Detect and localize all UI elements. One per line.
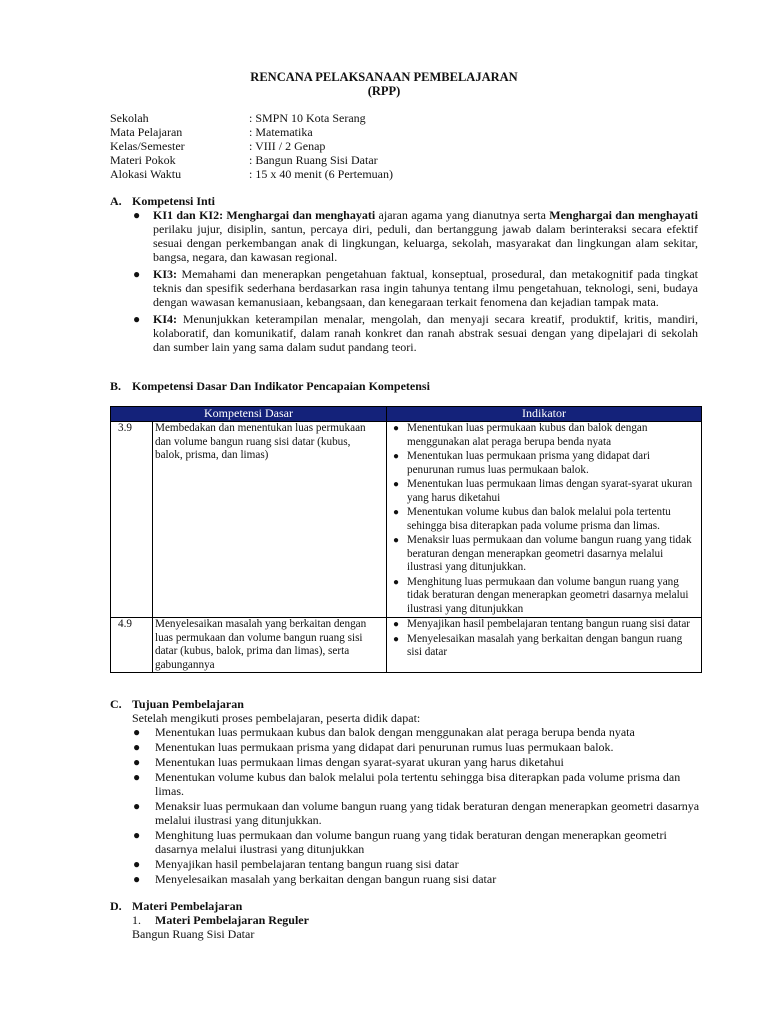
table-header-kd: Kompetensi Dasar <box>111 407 387 422</box>
list-item <box>132 857 702 871</box>
list-item <box>387 422 701 449</box>
subsection-title: Materi Pembelajaran Reguler <box>155 913 309 927</box>
indikator-text: Menentukan volume kubus dan balok melalui pola tertentu sehingga bisa diterapkan pada volume prisma dan limas. <box>407 506 671 532</box>
tujuan-text: Menaksir luas permukaan dan volume bangun ruang yang tidak beraturan dengan menerapkan geometri dasarnya melalui ilustrasi yang ditunjukkan. <box>155 799 700 827</box>
table-row <box>111 422 702 618</box>
section-title: Tujuan Pembelajaran <box>132 697 244 711</box>
identity-label: Sekolah <box>110 111 149 125</box>
identity-value: : SMPN 10 Kota Serang <box>249 111 366 125</box>
identity-row <box>110 139 393 153</box>
kd-text: Menyelesaikan masalah yang berkaitan dengan luas permukaan dan volume bangun ruang sisi datar (kubus, balok, prima dan limas), serta gabungannya <box>153 618 387 673</box>
list-item <box>132 755 702 769</box>
indikator-text: Menaksir luas permukaan dan volume bangun ruang yang tidak beraturan dengan menerapkan geometri dasarnya melalui ilustrasi yang ditunjukkan. <box>407 534 692 573</box>
bullet-icon: ● <box>133 267 141 281</box>
section-letter: D. <box>110 899 122 913</box>
kd-indikator-table <box>110 406 702 673</box>
tujuan-text: Menyelesaikan masalah yang berkaitan dengan bangun ruang sisi datar <box>155 872 497 886</box>
bullet-icon: ● <box>133 725 141 739</box>
bullet-icon: ● <box>393 535 400 546</box>
indikator-text: Menyelesaikan masalah yang berkaitan dengan bangun ruang sisi datar <box>407 632 683 658</box>
bullet-icon: ● <box>133 312 141 326</box>
bullet-icon: ● <box>393 576 400 588</box>
list-item <box>387 450 701 477</box>
identity-row <box>110 111 393 125</box>
section-title: Kompetensi Inti <box>132 194 216 208</box>
ki-bold-text: Menghargai dan menghayati <box>549 208 698 222</box>
identity-value: : VIII / 2 Genap <box>249 139 326 153</box>
bullet-icon: ● <box>133 208 141 222</box>
tujuan-text: Menyajikan hasil pembelajaran tentang bangun ruang sisi datar <box>155 857 459 871</box>
indikator-text: Menentukan luas permukaan limas dengan syarat-syarat ukuran yang harus diketahui <box>407 478 693 504</box>
tujuan-text: Menentukan luas permukaan prisma yang didapat dari penurunan rumus luas permukaan balok. <box>155 740 614 754</box>
ki-text: Menunjukkan keterampilan menalar, mengolah, dan menyaji secara kreatif, produktif, kritis, mandiri, kolaboratif, dan komunikatif, dalam ranah konkret dan ranah abstrak sesuai dengan yang dipelajari di sekolah dan sumber lain yang sama dalam sudut pandang teori. <box>153 312 698 354</box>
indikator-text: Menentukan luas permukaan prisma yang didapat dari penurunan rumus luas permukaan balok. <box>407 450 650 476</box>
indikator-text: Menghitung luas permukaan dan volume bangun ruang yang tidak beraturan dengan menerapkan geometri dasarnya melalui ilustrasi yang ditunjukkan <box>407 575 689 615</box>
identity-label: Mata Pelajaran <box>110 125 183 139</box>
list-item <box>132 740 702 754</box>
list-item <box>387 478 701 505</box>
list-item <box>387 506 701 533</box>
subsection-heading <box>132 913 309 927</box>
list-item <box>132 872 702 886</box>
list-item <box>110 267 698 309</box>
section-title: Kompetensi Dasar Dan Indikator Pencapaian Kompetensi <box>132 379 430 393</box>
kd-number: 4.9 <box>111 618 153 673</box>
tujuan-text: Menentukan luas permukaan kubus dan balok dengan menggunakan alat peraga berupa benda nyata <box>155 725 635 739</box>
indikator-cell <box>387 422 702 618</box>
bullet-icon: ● <box>133 872 141 886</box>
tujuan-text: Menentukan luas permukaan limas dengan syarat-syarat ukuran yang harus diketahui <box>155 755 564 769</box>
bullet-icon: ● <box>133 740 141 754</box>
document-title: RENCANA PELAKSANAAN PEMBELAJARAN <box>250 70 518 84</box>
identity-label: Alokasi Waktu <box>110 167 182 181</box>
ki-bold-text: KI1 dan KI2: Menghargai dan menghayati <box>153 208 376 222</box>
identity-value: : Matematika <box>249 125 313 139</box>
section-a-heading <box>110 194 215 208</box>
indikator-text: Menyajikan hasil pembelajaran tentang bangun ruang sisi datar <box>407 618 691 630</box>
indikator-cell <box>387 618 702 673</box>
bullet-icon: ● <box>393 619 400 630</box>
bullet-icon: ● <box>133 799 141 813</box>
subsection-text: Bangun Ruang Sisi Datar <box>132 927 255 941</box>
bullet-icon: ● <box>393 633 400 645</box>
table-header-row <box>111 407 702 422</box>
ki-text: perilaku jujur, disiplin, santun, percaya diri, peduli, dan bertanggung jawab dalam berinteraksi secara efektif sesuai dengan perkembangan anak di lingkungan, keluarga, sekolah, masyarakat dan lingkungan alam sekitar, bangsa, negara, dan kawasan regional. <box>153 222 698 264</box>
list-item <box>387 633 701 660</box>
list-item <box>132 770 702 798</box>
kd-number: 3.9 <box>111 422 153 618</box>
kd-text: Membedakan dan menentukan luas permukaan dan volume bangun ruang sisi datar (kubus, balok, prisma, dan limas) <box>153 422 387 618</box>
list-item <box>387 618 701 632</box>
table-header-indikator: Indikator <box>387 407 702 422</box>
tujuan-intro: Setelah mengikuti proses pembelajaran, peserta didik dapat: <box>132 711 421 725</box>
identity-row <box>110 125 393 139</box>
bullet-icon: ● <box>133 857 141 871</box>
list-item <box>132 725 702 739</box>
section-letter: C. <box>110 697 122 711</box>
identity-label: Materi Pokok <box>110 153 176 167</box>
identity-row <box>110 167 393 181</box>
tujuan-text: Menghitung luas permukaan dan volume bangun ruang yang tidak beraturan dengan menerapkan geometri dasarnya melalui ilustrasi yang ditunjukkan <box>155 828 667 856</box>
bullet-icon: ● <box>133 770 141 784</box>
list-item <box>132 828 702 856</box>
bullet-icon: ● <box>133 828 141 842</box>
ki-bold-text: KI3: <box>153 267 177 281</box>
indikator-text: Menentukan luas permukaan kubus dan balok dengan menggunakan alat peraga berupa benda nyata <box>407 422 648 448</box>
kompetensi-inti-list <box>110 208 698 357</box>
section-b-heading <box>110 379 430 393</box>
section-letter: A. <box>110 194 122 208</box>
section-letter: B. <box>110 379 122 393</box>
identity-row <box>110 153 393 167</box>
list-item <box>110 208 698 264</box>
list-item <box>132 799 702 827</box>
identity-value: : 15 x 40 menit (6 Pertemuan) <box>249 167 393 181</box>
tujuan-list <box>132 725 702 887</box>
ki-text: ajaran agama yang dianutnya serta <box>375 208 550 222</box>
table-row <box>111 618 702 673</box>
list-item <box>387 576 701 617</box>
section-c-heading <box>110 697 244 711</box>
bullet-icon: ● <box>133 755 141 769</box>
identity-label: Kelas/Semester <box>110 139 185 153</box>
identity-value: : Bangun Ruang Sisi Datar <box>249 153 378 167</box>
bullet-icon: ● <box>393 451 400 462</box>
bullet-icon: ● <box>393 479 400 490</box>
section-d-heading <box>110 899 242 913</box>
list-item <box>387 534 701 575</box>
bullet-icon: ● <box>393 507 400 518</box>
ki-bold-text: KI4: <box>153 312 177 326</box>
bullet-icon: ● <box>393 423 400 434</box>
identity-block <box>110 111 393 181</box>
section-title: Materi Pembelajaran <box>132 899 243 913</box>
tujuan-text: Menentukan volume kubus dan balok melalui pola tertentu sehingga bisa diterapkan pada volume prisma dan limas. <box>155 770 681 798</box>
document-subtitle: (RPP) <box>367 84 401 98</box>
ki-text: Memahami dan menerapkan pengetahuan faktual, konseptual, prosedural, dan metakognitif pada tingkat teknis dan spesifik sederhana berdasarkan rasa ingin tahunya tentang ilmu pengetahuan, teknologi, seni, budaya dengan wawasan kemanusiaan, kebangsaan, dan kenegaraan terkait fenomena dan kejadian tampak mata. <box>153 267 698 309</box>
subsection-number: 1. <box>132 913 141 927</box>
list-item <box>110 312 698 354</box>
